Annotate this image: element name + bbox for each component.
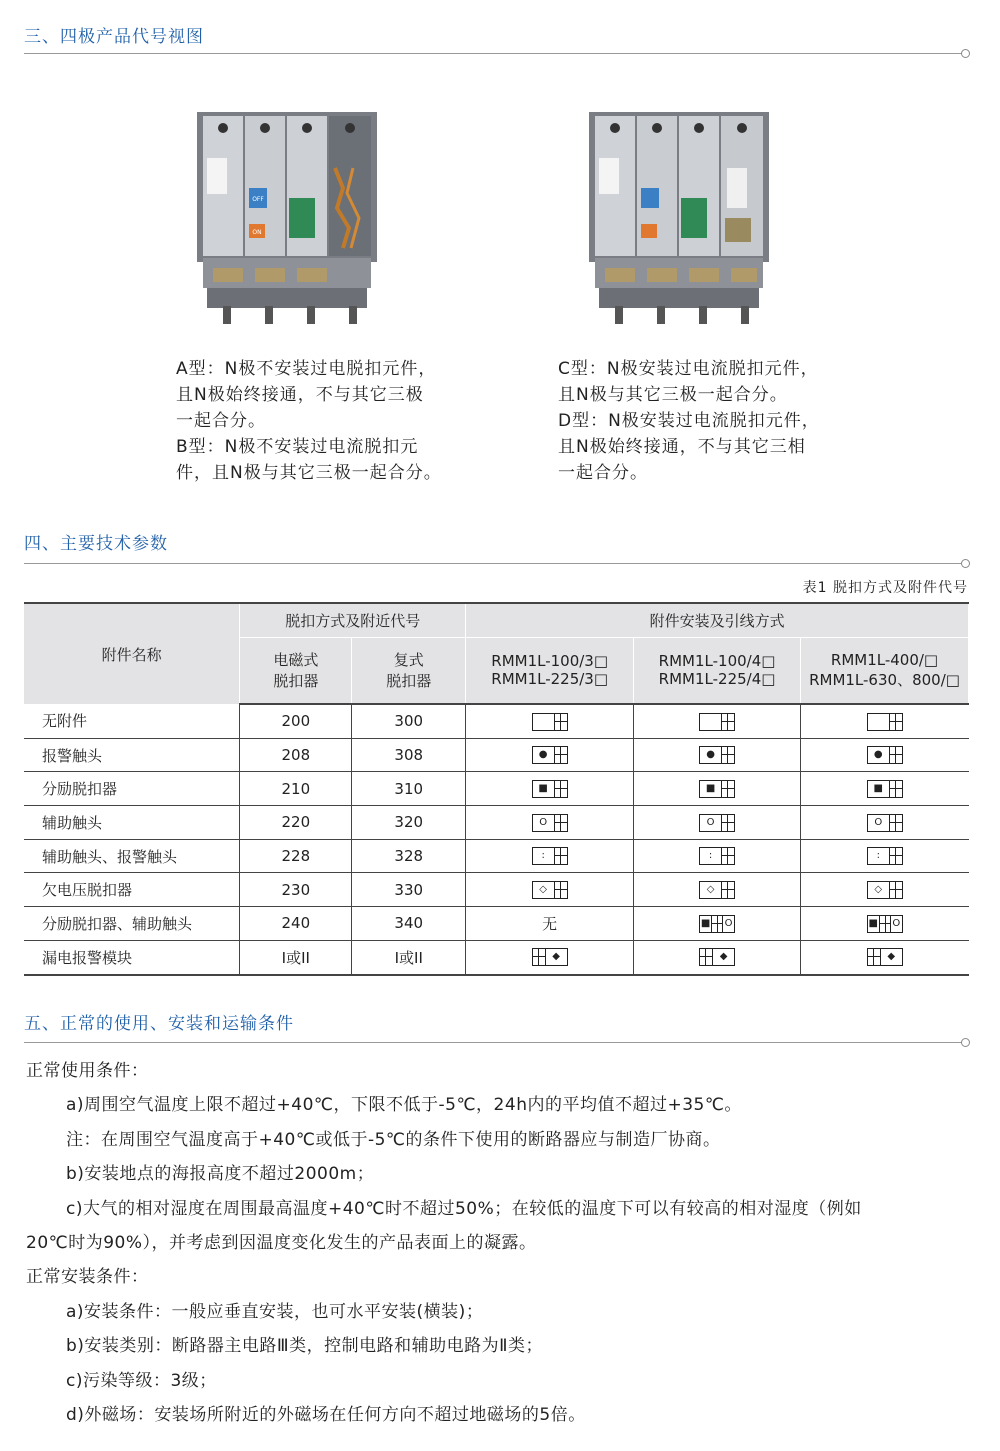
header-model-2 (634, 637, 801, 704)
desc-line: D型：N极安装过电流脱扣元件， (558, 411, 820, 431)
conditions-text (26, 1054, 966, 1432)
header-m1-l1: RMM1L-100/3□ (491, 652, 609, 671)
wiring-symbol-icon (699, 713, 735, 731)
desc-line: 一起合分。 (558, 463, 648, 483)
wiring-symbol-icon: ◆ (532, 948, 568, 966)
desc-line: 且N极始终接通，不与其它三极 (176, 385, 424, 405)
table-row (24, 907, 969, 941)
divider-dot (961, 49, 970, 58)
use-b: b)安装地点的海报高度不超过2000m； (66, 1164, 375, 1185)
wiring-symbol-cell (801, 873, 969, 907)
wiring-symbol-icon: ● (532, 746, 568, 764)
section-3-title: 三、四极产品代号视图 (24, 27, 204, 47)
use-a: a)周围空气温度上限不超过+40℃，下限不低于-5℃，24h内的平均值不超过+35℃。 (66, 1095, 742, 1116)
em-code: I或II (240, 940, 352, 974)
use-c1: c)大气的相对湿度在周围最高温度+40℃时不超过50%；在较低的温度下可以有较高的相对湿度（例如 (66, 1198, 862, 1219)
wiring-symbol-cell (801, 704, 969, 738)
wiring-symbol-cell (466, 772, 634, 806)
accessory-name: 分励脱扣器、辅助触头 (24, 907, 240, 941)
section-divider (24, 1042, 962, 1043)
comp-code: 310 (352, 772, 466, 806)
wiring-symbol-cell (801, 839, 969, 873)
header-m3-l1: RMM1L-400/□ (830, 650, 939, 669)
wiring-symbol-cell (466, 839, 634, 873)
wiring-symbol-icon: : (867, 847, 903, 865)
use-title: 正常使用条件： (26, 1061, 149, 1081)
variant-desc-cd (558, 356, 820, 486)
use-c2: 20℃时为90%），并考虑到因温度变化发生的产品表面上的凝露。 (26, 1233, 537, 1254)
wiring-symbol-cell (801, 940, 969, 974)
comp-code: 300 (352, 704, 466, 738)
wiring-symbol-icon: O (532, 814, 568, 832)
install-b: b)安装类别：断路器主电路Ⅲ类，控制电路和辅助电路为Ⅱ类； (66, 1336, 544, 1357)
em-code: 220 (240, 806, 352, 840)
wiring-symbol-cell (801, 738, 969, 772)
wiring-symbol-cell (801, 772, 969, 806)
header-model-1 (466, 637, 634, 704)
desc-line: A型：N极不安装过电脱扣元件， (176, 359, 437, 379)
comp-code: I或II (352, 940, 466, 974)
header-m1-l2: RMM1L-225/3□ (491, 670, 609, 689)
em-code: 230 (240, 873, 352, 907)
accessory-name: 辅助触头 (24, 806, 240, 840)
wiring-symbol-icon: O (867, 814, 903, 832)
install-d: d)外磁场：安装场所附近的外磁场在任何方向不超过地磁场的5倍。 (66, 1405, 586, 1426)
table-row (24, 704, 969, 738)
comp-code: 320 (352, 806, 466, 840)
comp-code: 308 (352, 738, 466, 772)
desc-line: 且N极始终接通，不与其它三相 (558, 437, 806, 457)
install-a: a)安装条件：一般应垂直安装，也可水平安装(横装)； (66, 1301, 484, 1322)
header-em (240, 637, 352, 704)
desc-line: 且N极与其它三极一起合分。 (558, 385, 788, 405)
em-code: 200 (240, 704, 352, 738)
header-m3-l2: RMM1L-630、800/□ (809, 670, 960, 689)
header-m2-l1: RMM1L-100/4□ (658, 652, 776, 671)
desc-line: 件，且N极与其它三极一起合分。 (176, 463, 442, 483)
wiring-symbol-cell (634, 873, 801, 907)
accessory-name: 无附件 (24, 704, 240, 738)
em-code: 228 (240, 839, 352, 873)
header-em-l1: 电磁式 (273, 651, 319, 670)
wiring-symbol-icon: ■ (532, 780, 568, 798)
header-m2-l2: RMM1L-225/4□ (658, 670, 776, 689)
comp-code: 340 (352, 907, 466, 941)
header-em-l2: 脱扣器 (273, 672, 319, 691)
wiring-symbol-cell (634, 704, 801, 738)
wiring-symbol-icon (532, 713, 568, 731)
wiring-symbol-cell (466, 806, 634, 840)
wiring-symbol-cell (466, 738, 634, 772)
comp-code: 330 (352, 873, 466, 907)
accessory-name: 分励脱扣器 (24, 772, 240, 806)
wiring-symbol-icon: O (699, 814, 735, 832)
table-row (24, 738, 969, 772)
wiring-symbol-icon: ● (699, 746, 735, 764)
wiring-symbol-icon: ◇ (867, 881, 903, 899)
use-note: 注：在周围空气温度高于+40℃或低于-5℃的条件下使用的断路器应与制造厂协商。 (66, 1129, 721, 1150)
header-comp (352, 637, 466, 704)
wiring-symbol-icon: ■ (699, 780, 735, 798)
wiring-symbol-cell (634, 839, 801, 873)
wiring-symbol-icon: ◇ (699, 881, 735, 899)
wiring-symbol-icon: ◆ (867, 948, 903, 966)
wiring-symbol-cell: 无 (466, 907, 634, 941)
wiring-symbol-icon: : (532, 847, 568, 865)
wiring-symbol-cell (466, 704, 634, 738)
header-comp-l2: 脱扣器 (386, 672, 432, 691)
wiring-symbol-icon: ■ O (699, 915, 735, 933)
em-code: 210 (240, 772, 352, 806)
table-row (24, 940, 969, 974)
wiring-symbol-icon: ■ (867, 780, 903, 798)
wiring-symbol-cell (634, 738, 801, 772)
wiring-symbol-cell (634, 772, 801, 806)
table-body (24, 704, 969, 975)
header-comp-l1: 复式 (393, 651, 424, 670)
on-label: ON (252, 229, 262, 236)
install-c: c)污染等级：3级； (66, 1370, 217, 1391)
wiring-symbol-icon: : (699, 847, 735, 865)
breaker-photo-cd (585, 108, 775, 328)
divider-dot (961, 1038, 970, 1047)
desc-line: C型：N极安装过电流脱扣元件， (558, 359, 819, 379)
section-divider (24, 53, 962, 54)
wiring-symbol-cell (801, 806, 969, 840)
accessory-name: 报警触头 (24, 738, 240, 772)
wiring-symbol-icon: ◆ (699, 948, 735, 966)
section-5-title: 五、正常的使用、安装和运输条件 (24, 1014, 294, 1034)
breaker-photo-ab (193, 108, 383, 328)
section-divider (24, 563, 962, 564)
section-4-title: 四、主要技术参数 (24, 534, 168, 554)
comp-code: 328 (352, 839, 466, 873)
wiring-symbol-cell (634, 940, 801, 974)
table-row (24, 873, 969, 907)
variant-desc-ab (176, 356, 442, 486)
em-code: 208 (240, 738, 352, 772)
accessory-name: 辅助触头、报警触头 (24, 839, 240, 873)
wiring-symbol-icon: ■ O (867, 915, 903, 933)
wiring-symbol-cell (634, 907, 801, 941)
header-name: 附件名称 (24, 603, 240, 704)
header-model-3 (801, 637, 969, 704)
header-install: 附件安装及引线方式 (466, 603, 969, 637)
wiring-symbol-icon: ● (867, 746, 903, 764)
wiring-symbol-cell (466, 940, 634, 974)
accessory-name: 漏电报警模块 (24, 940, 240, 974)
divider-dot (961, 559, 970, 568)
table-row (24, 772, 969, 806)
table-row (24, 839, 969, 873)
header-trip: 脱扣方式及附近代号 (240, 603, 466, 637)
params-table (24, 602, 969, 976)
table-row (24, 806, 969, 840)
wiring-symbol-cell (466, 873, 634, 907)
accessory-name: 欠电压脱扣器 (24, 873, 240, 907)
install-title: 正常安装条件： (26, 1267, 149, 1288)
wiring-symbol-icon: ◇ (532, 881, 568, 899)
wiring-symbol-icon (867, 713, 903, 731)
wiring-symbol-cell (801, 907, 969, 941)
table-caption: 表1 脱扣方式及附件代号 (802, 580, 968, 596)
desc-line: 一起合分。 (176, 411, 266, 431)
desc-line: B型：N极不安装过电流脱扣元 (176, 437, 419, 457)
em-code: 240 (240, 907, 352, 941)
off-label: OFF (252, 196, 264, 203)
wiring-symbol-cell (634, 806, 801, 840)
